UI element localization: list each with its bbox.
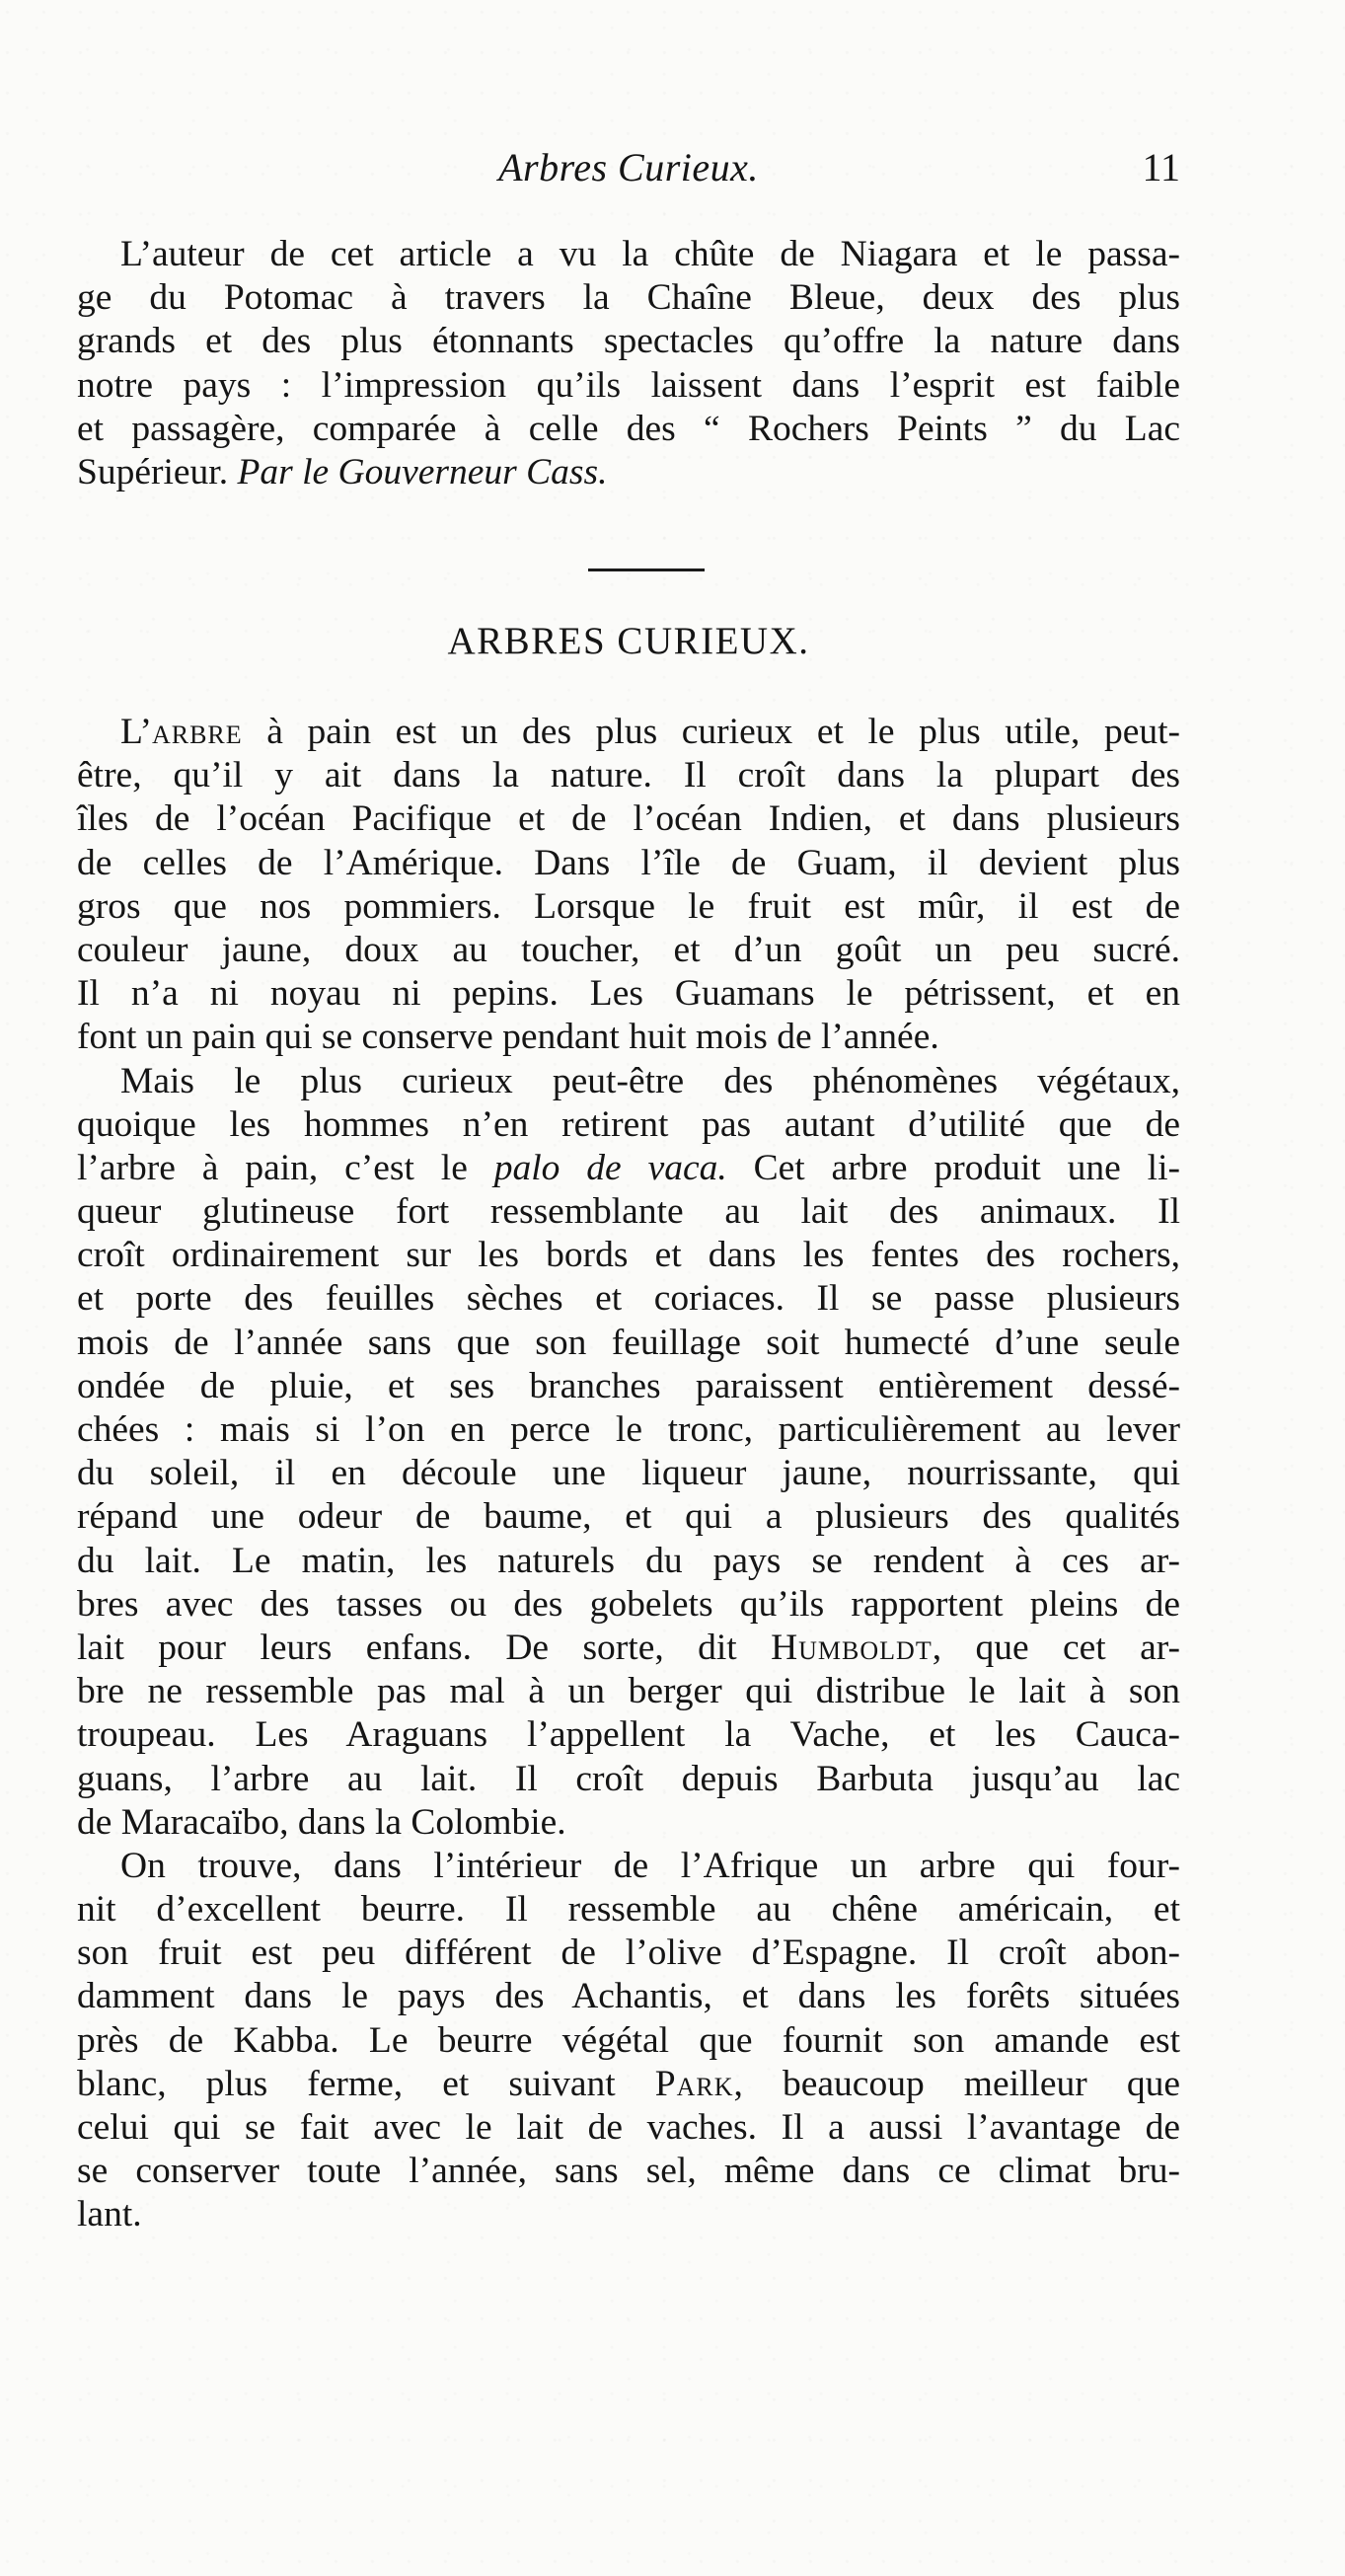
text-line: chées : mais si l’on en perce le tronc, particulièrement au lever: [77, 1409, 1180, 1450]
text-line: et passagère, comparée à celle des “ Rochers Peints ” du Lac: [77, 408, 1180, 449]
text-line: son fruit est peu différent de l’olive d’Espagne. Il croît abon-: [77, 1932, 1180, 1974]
page-number: 11: [1142, 145, 1180, 189]
text-line: font un pain qui se conserve pendant huit mois de l’année.: [77, 1017, 939, 1058]
text-line: Mais le plus curieux peut-être des phénomènes végétaux,: [120, 1060, 1180, 1101]
text-line: nit d’excellent beurre. Il ressemble au chêne américain, et: [77, 1889, 1180, 1931]
text-fragment: blanc, plus ferme, et suivant: [77, 2063, 655, 2104]
signature: Par le Gouverneur Cass.: [237, 451, 608, 492]
text-line: L’auteur de cet article a vu la chûte de Niagara et le passa-: [120, 234, 1180, 274]
text-line: de Maracaïbo, dans la Colombie.: [77, 1801, 566, 1843]
text-line: ondée de pluie, et ses branches paraissent entièrement dessé-: [77, 1365, 1180, 1406]
text-fragment: à pain est un des plus curieux et le plus utile, peut-: [242, 712, 1180, 752]
text-line: celui qui se fait avec le lait de vaches. Il a aussi l’avantage de: [77, 2107, 1180, 2148]
small-caps-name: Park: [654, 2063, 734, 2104]
intro-paragraph: [77, 233, 1180, 494]
text-line: de celles de l’Amérique. Dans l’île de Guam, il devient plus: [77, 842, 1180, 883]
text-line: On trouve, dans l’intérieur de l’Afrique un arbre qui four-: [120, 1845, 1180, 1886]
text-line: croît ordinairement sur les bords et dans les fentes des rochers,: [77, 1235, 1180, 1276]
text-line: ge du Potomac à travers la Chaîne Bleue, deux des plus: [77, 277, 1180, 319]
text-fragment: , que cet ar-: [932, 1627, 1180, 1668]
text-line: îles de l’océan Pacifique et de l’océan Indien, et dans plusieurs: [77, 798, 1180, 840]
text-line: quoique les hommes n’en retirent pas autant d’utilité que de: [77, 1103, 1180, 1145]
text-line: mois de l’année sans que son feuillage soit humecté d’une seule: [77, 1322, 1180, 1363]
article-body: [77, 711, 1180, 2237]
text-line: et porte des feuilles sèches et coriaces. Il se passe plusieurs: [77, 1278, 1180, 1320]
text-fragment: Supérieur.: [77, 451, 229, 492]
text-line: bres avec des tasses ou des gobelets qu’ils rapportent pleins de: [77, 1583, 1180, 1625]
text-line: [77, 2063, 1180, 2106]
text-fragment: Cet arbre produit une li-: [726, 1147, 1180, 1188]
italic-term: palo de vaca.: [493, 1147, 727, 1188]
text-fragment: l’arbre à pain, c’est le: [77, 1147, 494, 1188]
text-line: notre pays : l’impression qu’ils laissent dans l’esprit est faible: [77, 364, 1180, 406]
text-line: [77, 451, 1180, 494]
text-line: grands et des plus étonnants spectacles qu’offre la nature dans: [77, 321, 1180, 362]
text-line: près de Kabba. Le beurre végétal que fournit son amande est: [77, 2019, 1180, 2061]
text-line: être, qu’il y ait dans la nature. Il croît dans la plupart des: [77, 755, 1180, 796]
text-line: troupeau. Les Araguans l’appellent la Vache, et les Cauca-: [77, 1714, 1180, 1756]
text-line: guans, l’arbre au lait. Il croît depuis Barbuta jusqu’au lac: [77, 1758, 1180, 1799]
running-title: Arbres Curieux.: [498, 145, 759, 189]
text-line: du soleil, il en découle une liqueur jaune, nourrissante, qui: [77, 1453, 1180, 1494]
text-fragment: L’: [120, 712, 152, 752]
section-heading: ARBRES CURIEUX.: [447, 620, 810, 662]
text-line: bre ne ressemble pas mal à un berger qui distribue le lait à son: [77, 1671, 1180, 1712]
text-line: lant.: [77, 2194, 142, 2235]
section-divider: [588, 568, 705, 571]
text-line: Il n’a ni noyau ni pepins. Les Guamans le pétrissent, et en: [77, 973, 1180, 1015]
text-line: se conserver toute l’année, sans sel, même dans ce climat bru-: [77, 2151, 1180, 2192]
text-line: queur glutineuse fort ressemblante au lait des animaux. Il: [77, 1191, 1180, 1233]
small-caps-word: arbre: [151, 712, 243, 752]
text-line: [77, 1147, 1180, 1190]
small-caps-name: Humboldt: [771, 1627, 933, 1668]
text-line: [77, 1627, 1180, 1670]
text-line: damment dans le pays des Achantis, et dans les forêts situées: [77, 1976, 1180, 2017]
text-line: répand une odeur de baume, et qui a plusieurs des qualités: [77, 1496, 1180, 1538]
text-fragment: , beaucoup meilleur que: [733, 2063, 1180, 2104]
text-line: gros que nos pommiers. Lorsque le fruit est mûr, il est de: [77, 885, 1180, 927]
text-line: [77, 711, 1180, 754]
running-head: [77, 138, 1180, 197]
text-line: couleur jaune, doux au toucher, et d’un goût un peu sucré.: [77, 929, 1180, 970]
text-fragment: lait pour leurs enfans. De sorte, dit: [77, 1627, 772, 1668]
text-line: du lait. Le matin, les naturels du pays se rendent à ces ar-: [77, 1540, 1180, 1581]
